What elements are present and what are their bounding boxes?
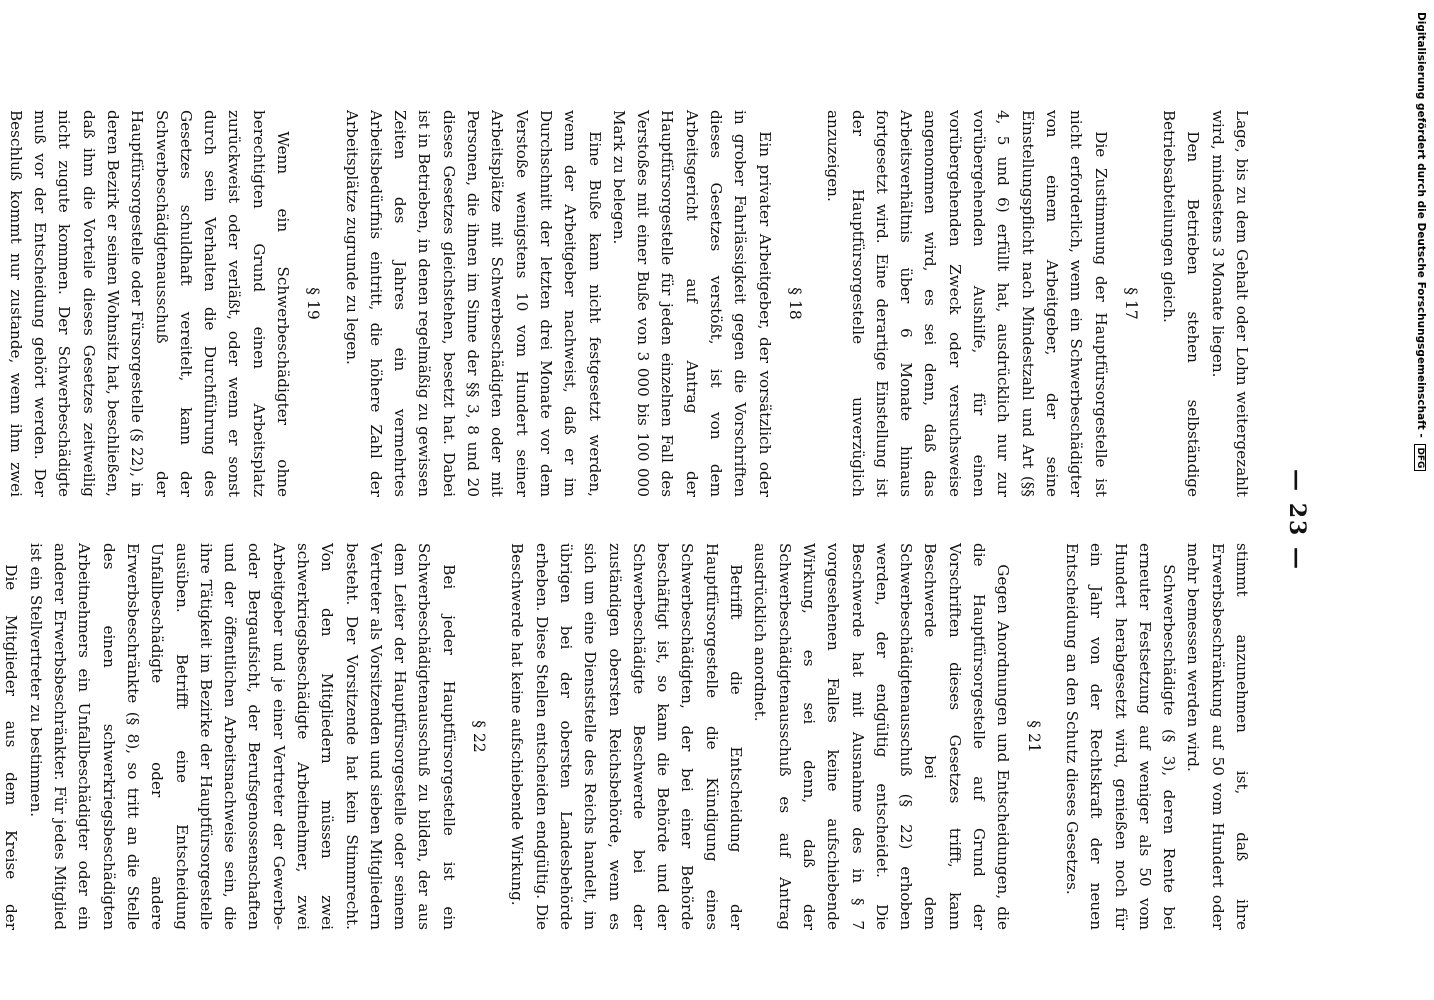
paragraph: Die Mitglieder aus dem Kreise der [2, 564, 21, 930]
section-heading: § 21 [1024, 720, 1043, 753]
left-column [6, 110, 1254, 497]
dfg-logo: DFG [1414, 444, 1426, 471]
paragraph: Gegen Anordnungen und Entscheidungen, die die Hauptfürsorgestelle auf Grund der Vorschriften dieses Gesetzes trifft, kann Beschwerde bei dem Schwerbeschädigtenausschuß (§ 22) erhoben werden, der endgültig entscheidet. Die Beschwerde hat mit Ausnahme des in § 7 vorgesehenen Falles keine aufschiebende Wirkung, es sei denn, daß der Schwerbeschädigtenausschuß es auf Antrag ausdrücklich anordnet. [751, 543, 1013, 930]
paragraph: Lage, bis zu dem Gehalt oder Lohn weitergezahlt wird, mindestens 3 Monate liegen. [1208, 110, 1251, 497]
digitization-note [1405, 12, 1427, 992]
paragraph: Wenn ein Schwerbeschädigter ohne berechtigten Grund einen Arbeitsplatz zurückweist oder verläßt, oder wenn er sonst durch sein Verhalten die Durchführung des Gesetzes schuldhaft vereitelt, kann der Schwerbeschädigtenausschuß der Hauptfürsorgestelle oder Fürsorgestelle (§ 22), in deren Bezirk er seinen Wohnsitz hat, beschließen, daß ihm die Vorteile dieses Gesetzes zeitweilig nicht zugute kommen. Der Schwerbeschädigte muß vor der Entscheidung gehört werden. Der Beschluß kommt nur zustande, wenn ihm zwei [6, 110, 293, 497]
paragraph: Schwerbeschädigte (§ 3), deren Rente bei erneuter Festsetzung auf weniger als 50 vom Hundert herabgesetzt wird, genießen noch für ein Jahr von der Rechtskraft der neuen Entscheidung an den Schutz dieses Gesetzes. [1062, 543, 1179, 930]
paragraph: Ein privater Arbeitgeber, der vorsätzlich oder in grober Fahrlässigkeit gegen die Vorschriften dieses Gesetzes verstößt, ist von dem Arbeitsgericht auf Antrag der Hauptfürsorgestelle für jeden einzelnen Fall des Verstoßes mit einer Buße von 3 000 bis 100 000 Mark zu belegen. [609, 110, 774, 497]
section-heading: § 22 [470, 720, 489, 753]
paragraph: Die Zustimmung der Hauptfürsorgestelle ist nicht erforderlich, wenn ein Schwerbeschädigter von einem Arbeitgeber, der seine Einstellungspflicht nach Mindestzahl und Art (§§ 4, 5 und 6) erfüllt hat, ausdrücklich nur zur vorübergehenden Aushilfe, für einen vorübergehenden Zweck oder versuchsweise angenommen wird, es sei denn, daß das Arbeitsverhältnis über 6 Monate hinaus fortgesetzt wird. Eine derartige Einstellung ist der Hauptfürsorgestelle unverzüglich anzuzeigen. [824, 110, 1110, 497]
section-heading: § 18 [785, 287, 804, 320]
paragraph: Bei jeder Hauptfürsorgestelle ist ein Schwerbeschädigtenausschuß zu bilden, der aus dem Leiter der Hauptfürsorgestelle oder seinem Vertreter als Vorsitzenden und sieben Mitgliedern besteht. Der Vorsitzende hat kein Stimmrecht. Von den Mitgliedern müssen zwei schwerkriegsbeschädigte Arbeitnehmer, zwei Arbeitgeber und je einer Vertreter der Gewerbe- oder Bergaufsicht, der Berufsgenossenschaften und der öffentlichen Arbeitsnachweise sein, die ihre Tätigkeit im Bezirke der Hauptfürsorgestelle ausüben. Betrifft eine Entscheidung Unfallbeschädigte oder andere Erwerbsbeschränkte (§ 8), so tritt an die Stelle des einen schwerkriegsbeschädigten Arbeitnehmers ein Unfallbeschädigter oder ein anderer Erwerbsbeschränkter. Für jedes Mitglied ist ein Stellvertreter zu bestimmen. [26, 543, 458, 930]
digitization-text: Digitalisierung gefördert durch die Deutsche Forschungsgemeinschaft - [1415, 12, 1427, 438]
paragraph: Den Betrieben stehen selbständige Betriebsabteilungen gleich. [1160, 110, 1203, 497]
right-column [2, 543, 1254, 930]
paragraph: Betrifft die Entscheidung der Hauptfürsorgestelle die Kündigung eines Schwerbeschädigten, der bei einer Behörde beschäftigt ist, so kann die Behörde und der Schwerbeschädigte Beschwerde bei der zuständigen obersten Reichsbehörde, wenn es sich um eine Dienststelle des Reichs handelt, im übrigen bei der obersten Landesbehörde erheben. Diese Stellen entscheiden endgültig. Die Beschwerde hat keine aufschiebende Wirkung. [508, 543, 746, 930]
paragraph: stimmt anzunehmen ist, daß ihre Erwerbsbeschränkung auf 50 vom Hundert oder mehr bemessen werden wird. [1184, 543, 1251, 930]
text-columns [2, 110, 1254, 930]
section-heading: § 17 [1121, 287, 1140, 320]
paragraph: Eine Buße kann nicht festgesetzt werden, wenn der Arbeitgeber nachweist, daß er im Durchschnitt der letzten drei Monate vor dem Verstoße wenigstens 10 vom Hundert seiner Arbeitsplätze mit Schwerbeschädigten oder mit Personen, die ihnen im Sinne der §§ 3, 8 und 20 dieses Gesetzes gleichstehen, besetzt hat. Dabei ist in Betrieben, in denen regelmäßig zu gewissen Zeiten des Jahres ein vermehrtes Arbeitsbedürfnis eintritt, die höhere Zahl der Arbeitsplätze zugrunde zu legen. [342, 110, 604, 497]
page-number: — 23 — [1284, 469, 1310, 571]
section-heading: § 19 [304, 287, 323, 320]
